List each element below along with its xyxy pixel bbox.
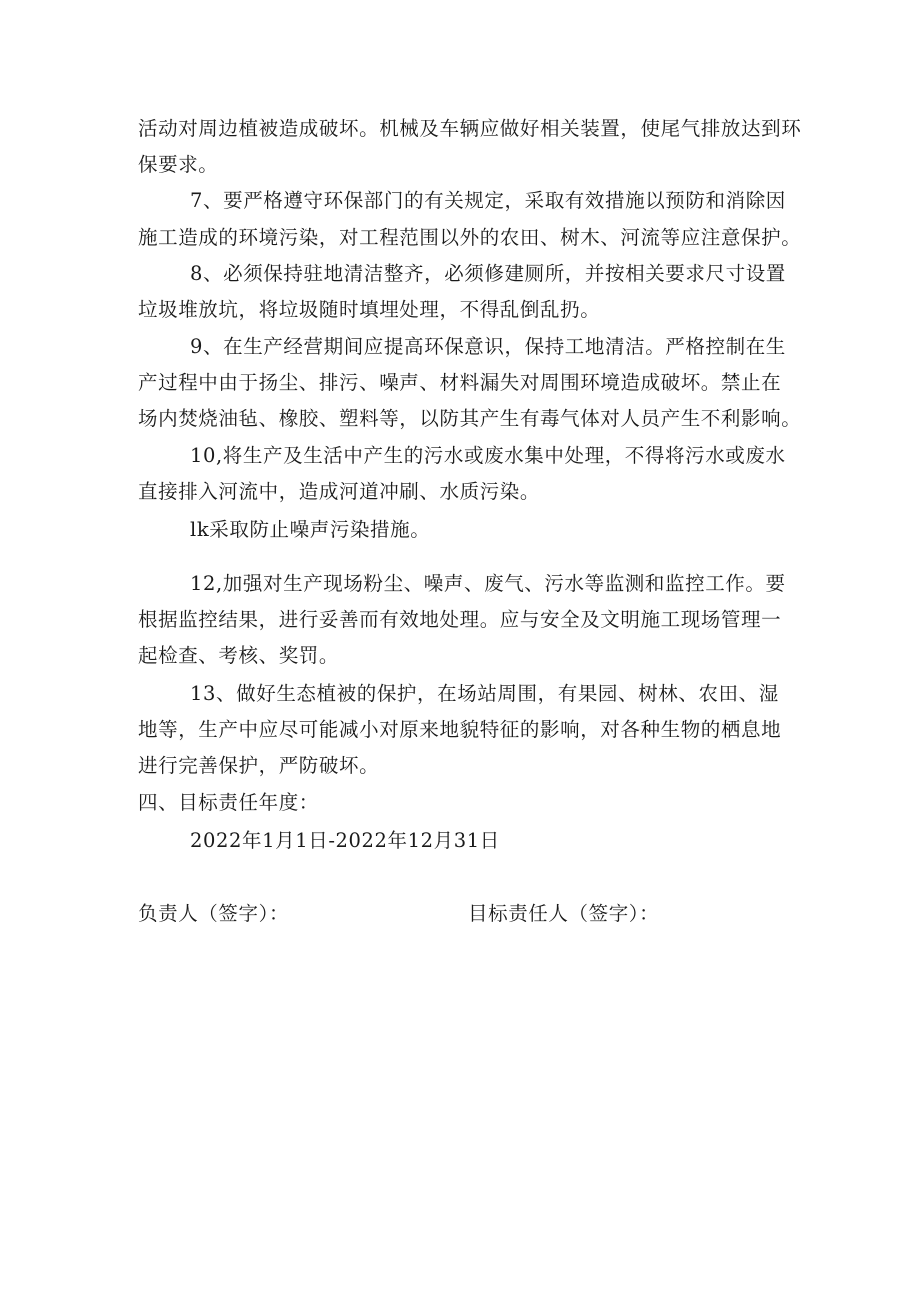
paragraph-line: 9、在生产经营期间应提高环保意识，保持工地清洁。严格控制在生 xyxy=(190,335,786,358)
paragraph-line: 场内焚烧油毡、橡胶、塑料等，以防其产生有毒气体对人员产生不利影响。 xyxy=(138,407,802,430)
paragraph-line: 产过程中由于扬尘、排污、噪声、材料漏失对周围环境造成破坏。禁止在 xyxy=(138,371,782,394)
paragraph-line: 7、要严格遵守环保部门的有关规定，采取有效措施以预防和消除因 xyxy=(190,189,786,212)
paragraph-line: lk采取防止噪声污染措施。 xyxy=(190,518,431,541)
paragraph-line: 地等，生产中应尽可能减小对原来地貌特征的影响，对各种生物的栖息地 xyxy=(138,718,782,741)
date-range: 2022年1月1日-2022年12月31日 xyxy=(190,829,500,852)
paragraph-line: 进行完善保护，严防破坏。 xyxy=(138,754,380,777)
paragraph-line: 12,加强对生产现场粉尘、噪声、废气、污水等监测和监控工作。要 xyxy=(190,572,786,595)
paragraph-line: 施工造成的环境污染，对工程范围以外的农田、树木、河流等应注意保护。 xyxy=(138,226,802,249)
paragraph-line: 根据监控结果，进行妥善而有效地处理。应与安全及文明施工现场管理一 xyxy=(138,608,782,631)
paragraph-line: 10,将生产及生活中产生的污水或废水集中处理，不得将污水或废水 xyxy=(190,444,786,467)
paragraph-line: 8、必须保持驻地清洁整齐，必须修建厕所，并按相关要求尺寸设置 xyxy=(190,262,786,285)
paragraph-line: 13、做好生态植被的保护，在场站周围，有果园、树林、农田、湿 xyxy=(190,682,779,705)
paragraph-line: 起检查、考核、奖罚。 xyxy=(138,644,340,667)
responsible-person-signature: 负责人（签字）： xyxy=(138,902,290,925)
paragraph-line: 垃圾堆放坑，将垃圾随时填埋处理，不得乱倒乱扔。 xyxy=(138,298,601,321)
target-responsible-person-signature: 目标责任人（签字）： xyxy=(468,902,660,925)
paragraph-line: 保要求。 xyxy=(138,153,219,176)
paragraph-line: 活动对周边植被造成破坏。机械及车辆应做好相关装置，使尾气排放达到环 xyxy=(138,117,802,140)
section-heading: 四、目标责任年度： xyxy=(138,791,319,814)
paragraph-line: 直接排入河流中，造成河道冲刷、水质污染。 xyxy=(138,480,541,503)
